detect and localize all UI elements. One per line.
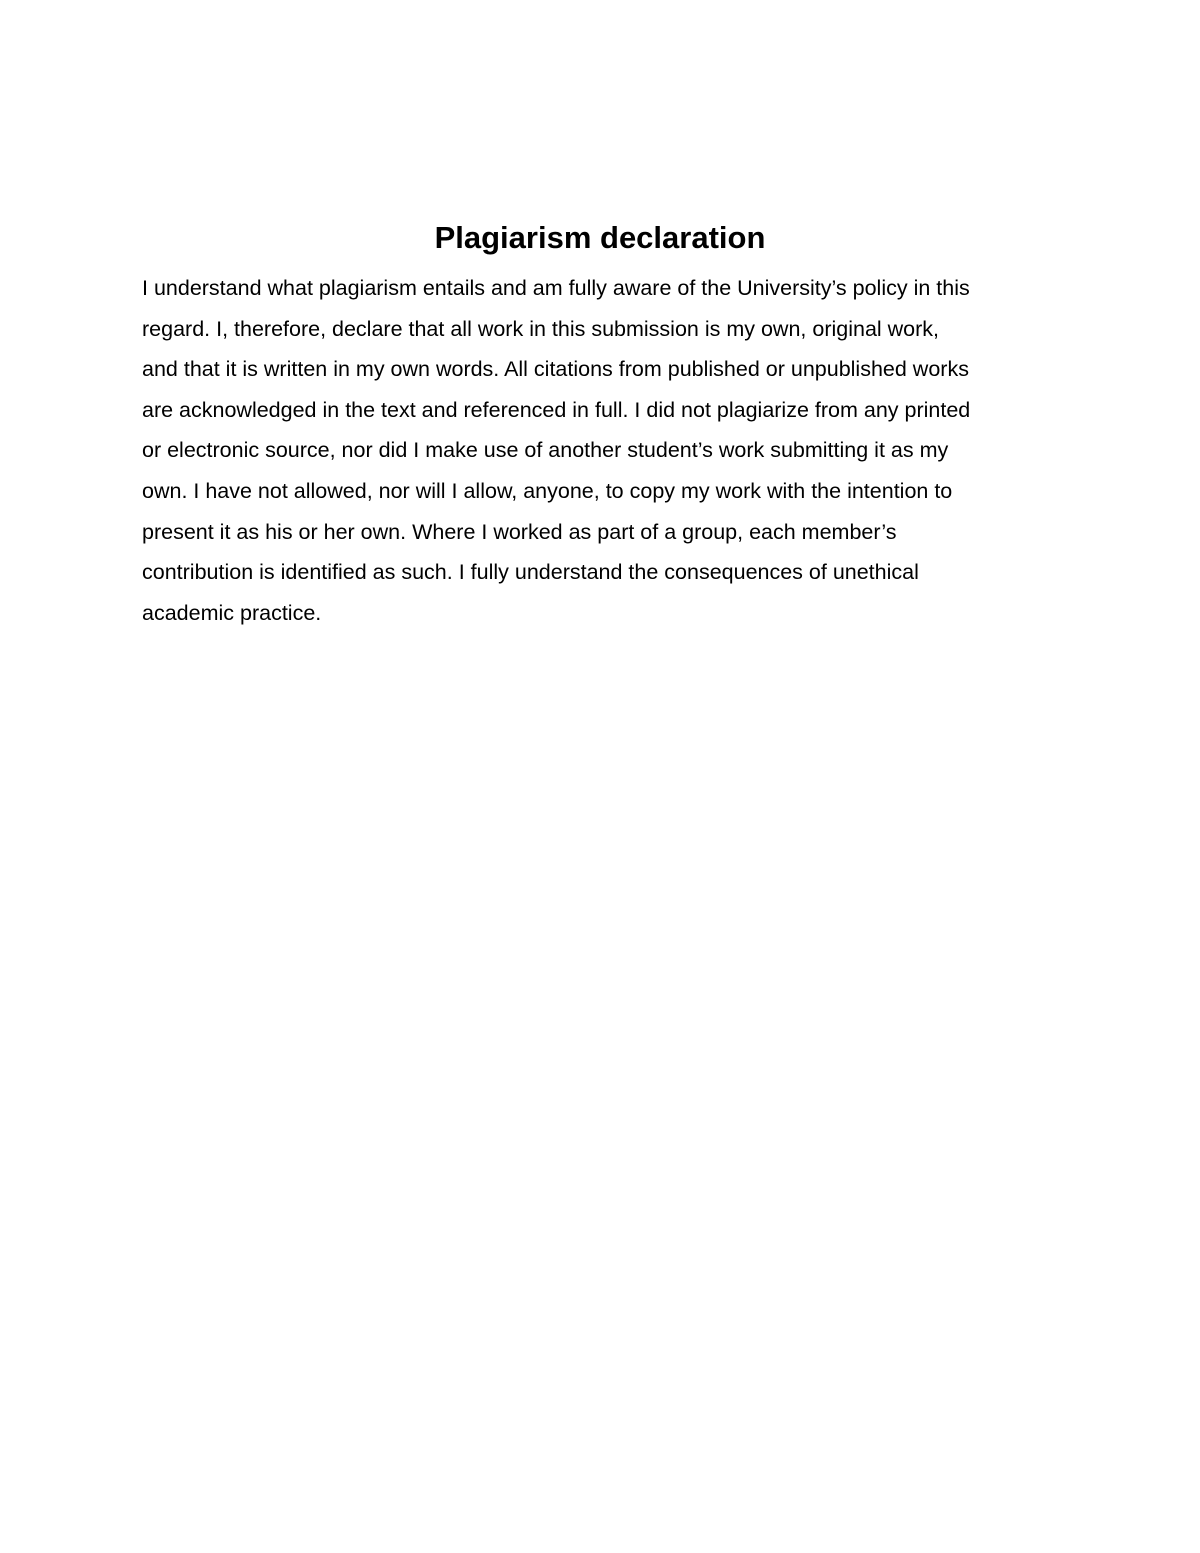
page-title: Plagiarism declaration bbox=[434, 220, 766, 255]
declaration-paragraph bbox=[142, 268, 1072, 633]
paragraph-line: or electronic source, nor did I make use of another student’s work submitting it as my bbox=[142, 438, 949, 463]
paragraph-line: regard. I, therefore, declare that all work in this submission is my own, original work, bbox=[142, 316, 940, 341]
paragraph-line: present it as his or her own. Where I worked as part of a group, each member’s bbox=[142, 519, 897, 544]
paragraph-line: academic practice. bbox=[142, 600, 322, 625]
paragraph-line: own. I have not allowed, nor will I allow, anyone, to copy my work with the intention to bbox=[142, 478, 953, 503]
paragraph-line: are acknowledged in the text and referenced in full. I did not plagiarize from any printed bbox=[142, 397, 971, 422]
paragraph-line: and that it is written in my own words. All citations from published or unpublished works bbox=[142, 357, 969, 382]
paragraph-line: I understand what plagiarism entails and am fully aware of the University’s policy in this bbox=[142, 276, 970, 300]
paragraph-line: contribution is identified as such. I fully understand the consequences of unethical bbox=[142, 560, 919, 585]
